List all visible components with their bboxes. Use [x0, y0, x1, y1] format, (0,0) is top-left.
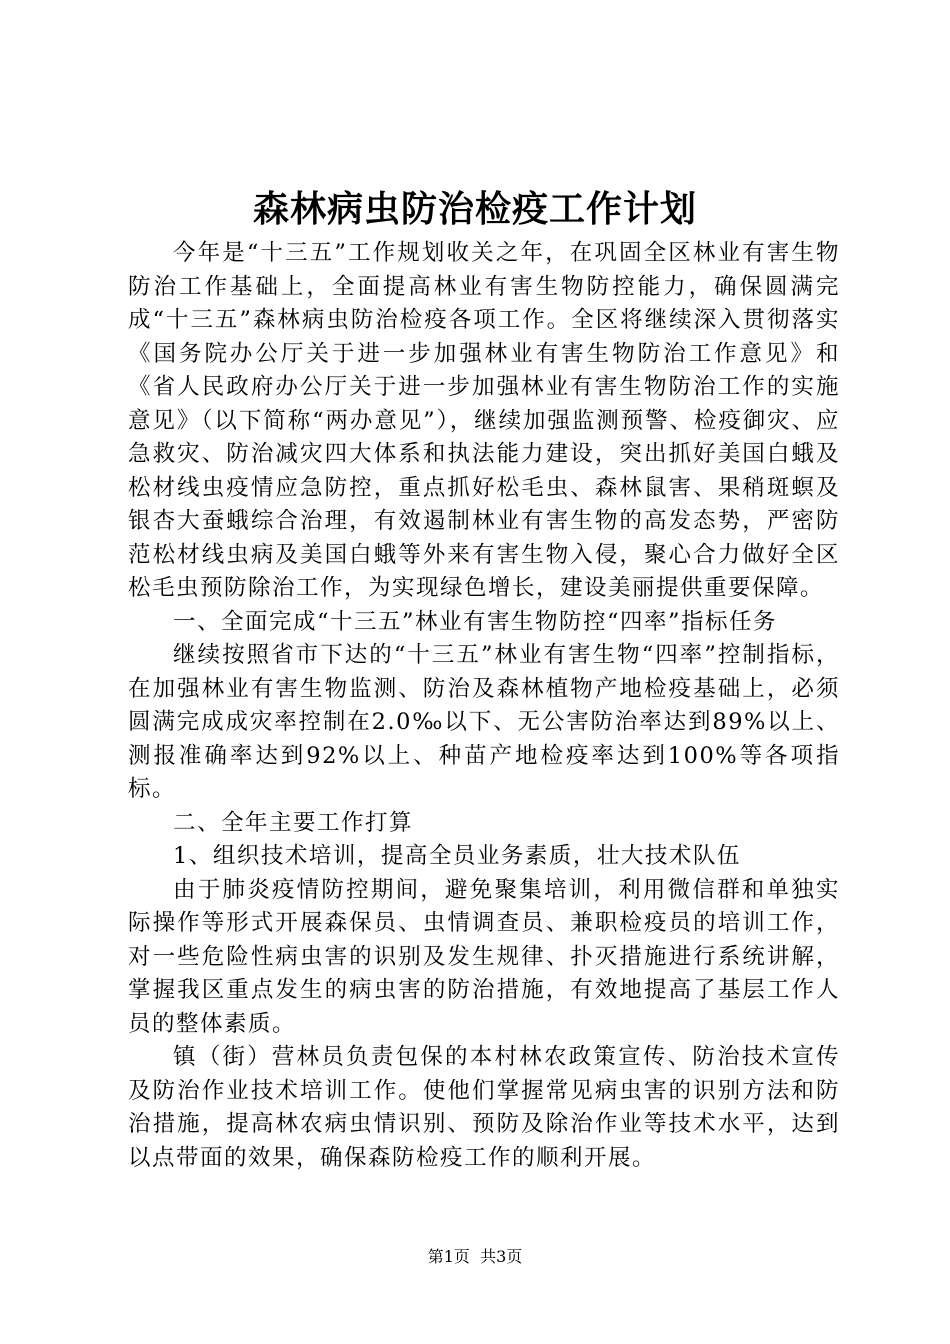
paragraph-intro: 今年是“十三五”工作规划收关之年，在巩固全区林业有害生物防治工作基础上，全面提高林业有害生物防控能力，确保圆满完成“十三五”森林病虫防治检疫各项工作。全区将继续深入贯彻落实《国务院办公厅关于进一步加强林业有害生物防治工作意见》和《省人民政府办公厅关于进一步加强林业有害生物防治工作的实施意见》（以下简称“两办意见”），继续加强监测预警、检疫御灾、应急救灾、防治减灾四大体系和执法能力建设，突出抓好美国白蛾及松材线虫疫情应急防控，重点抓好松毛虫、森林鼠害、果稍斑螟及银杏大蚕蛾综合治理，有效遏制林业有害生物的高发态势，严密防范松材线虫病及美国白蛾等外来有害生物入侵，聚心合力做好全区松毛虫预防除治工作，为实现绿色增长，建设美丽提供重要保障。 — [128, 240, 840, 601]
paragraph-training: 由于肺炎疫情防控期间，避免聚集培训，利用微信群和单独实际操作等形式开展森保员、虫情调查员、兼职检疫员的培训工作，对一些危险性病虫害的识别及发生规律、扑灭措施进行系统讲解，掌握我区重点发生的病虫害的防治措施，有效地提高了基层工作人员的整体素质。 — [128, 876, 840, 1037]
paragraph-town-staff: 镇（街）营林员负责包保的本村林农政策宣传、防治技术宣传及防治作业技术培训工作。使他们掌握常见病虫害的识别方法和防治措施，提高林农病虫情识别、预防及除治作业等技术水平，达到以点带面的效果，确保森防检疫工作的顺利开展。 — [128, 1044, 840, 1171]
heading-section-2: 二、全年主要工作打算 — [173, 809, 414, 836]
page-number: 第1页 共3页 — [427, 1247, 523, 1266]
paragraph-section-1: 继续按照省市下达的“十三五”林业有害生物“四率”控制指标，在加强林业有害生物监测、防治及森林植物产地检疫基础上，必须圆满完成成灾率控制在2.0‰以下、无公害防治率达到89%以上、测报准确率达到92%以上、种苗产地检疫率达到100%等各项指标。 — [128, 642, 840, 802]
heading-subsection-1: 1、组织技术培训，提高全员业务素质，壮大技术队伍 — [173, 843, 741, 869]
document-title: 森林病虫防治检疫工作计划 — [252, 188, 697, 230]
heading-section-1: 一、全面完成“十三五”林业有害生物防控“四率”指标任务 — [173, 608, 778, 635]
page-footer — [0, 1245, 950, 1269]
document-body — [128, 237, 840, 1175]
